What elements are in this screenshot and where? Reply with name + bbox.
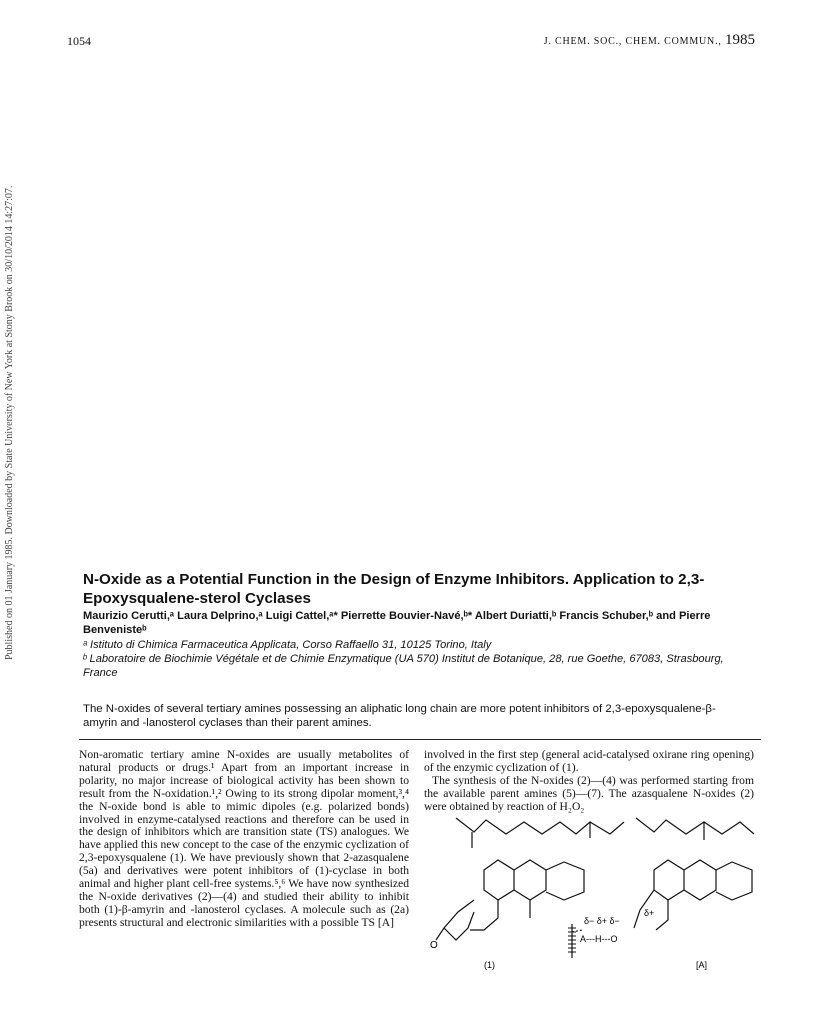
ts-charge-right: δ+ <box>644 908 655 918</box>
structure-drawing <box>414 800 764 970</box>
epoxide-oxygen: O <box>430 940 438 951</box>
journal-name: J. CHEM. SOC., CHEM. COMMUN., <box>543 36 722 47</box>
article-title: N-Oxide as a Potential Function in the Design of Enzyme Inhibitors. Application to 2,3-Epoxysqualene-sterol Cyclases <box>83 571 705 607</box>
body-column-left <box>79 749 409 930</box>
abstract: The N-oxides of several tertiary amines possessing an aliphatic long chain are more potent inhibitors of 2,3-epoxysqualene-β-amyrin and -lanosterol cyclases than their parent amines. <box>83 703 716 729</box>
journal-header <box>544 32 755 49</box>
affiliation-a: ᵃ Istituto di Chimica Farmaceutica Applicata, Corso Raffaello 31, 10125 Torino, Italy <box>83 639 492 651</box>
article-authors: Maurizio Cerutti,ᵃ Laura Delprino,ᵃ Luigi Cattel,ᵃ* Pierrette Bouvier-Navé,ᵇ* Albert Duriatti,ᵇ Francis Schuber,ᵇ and Pierre Benvenisteᵇ <box>83 610 711 636</box>
page-number: 1054 <box>67 34 91 48</box>
abstract-divider <box>79 739 761 740</box>
body-paragraph: involved in the first step (general acid-catalysed oxirane ring opening) of the enzymic cyclization of (1). <box>424 748 754 774</box>
journal-year: 1985 <box>725 32 755 48</box>
body-paragraph: Non-aromatic tertiary amine N-oxides are usually metabolites of natural products or drugs.¹ Apart from an important increase in polarity, no major increase of biological activity has been shown to result from the N-oxidation.¹,² Owing to its strong dipolar moment,³,⁴ the N-oxide bond is able to mimic dipoles (e.g. polarized bonds) involved in enzyme-catalysed reactions and therefore can be used in the design of inhibitors which are transition state (TS) analogues. We have applied this new concept to the case of the enzymic cyclization of 2,3-epoxysqualene (1). We have previously shown that 2-azasqualene (5a) and derivatives were potent inhibitors of (1)-cyclase in both animal and higher plant cell-free systems.⁵,⁶ We have now synthesized the N-oxide derivatives (2)—(4) and studied their ability to inhibit both (1)-β-amyrin and -lanosterol cyclases. A molecule such as (2a) presents structural and electronic similarities with a possible TS [A] <box>79 748 409 929</box>
figure-label-1: (1) <box>484 960 495 970</box>
figure-label-A: [A] <box>696 960 708 970</box>
affiliation-b: ᵇ Laboratoire de Biochimie Végétale et de Chimie Enzymatique (UA 570) Institut de Botanique, 28, rue Goethe, 67083, Strasbourg, France <box>83 653 724 679</box>
body-paragraph: The synthesis of the N-oxides (2)—(4) was performed starting from the available parent amines (5)—(7). The azasqualene N-oxides (2) were obtained by reaction of H₂O₂ <box>424 773 754 813</box>
download-watermark: Published on 01 January 1985. Downloaded by State University of New York at Stony Brook on 30/10/2014 14:27:07. <box>4 185 15 660</box>
structure-figure <box>414 800 764 970</box>
ts-bond: A---H---O <box>580 934 618 944</box>
affiliations <box>83 638 743 680</box>
ts-charges: δ− δ+ δ− <box>584 916 620 926</box>
